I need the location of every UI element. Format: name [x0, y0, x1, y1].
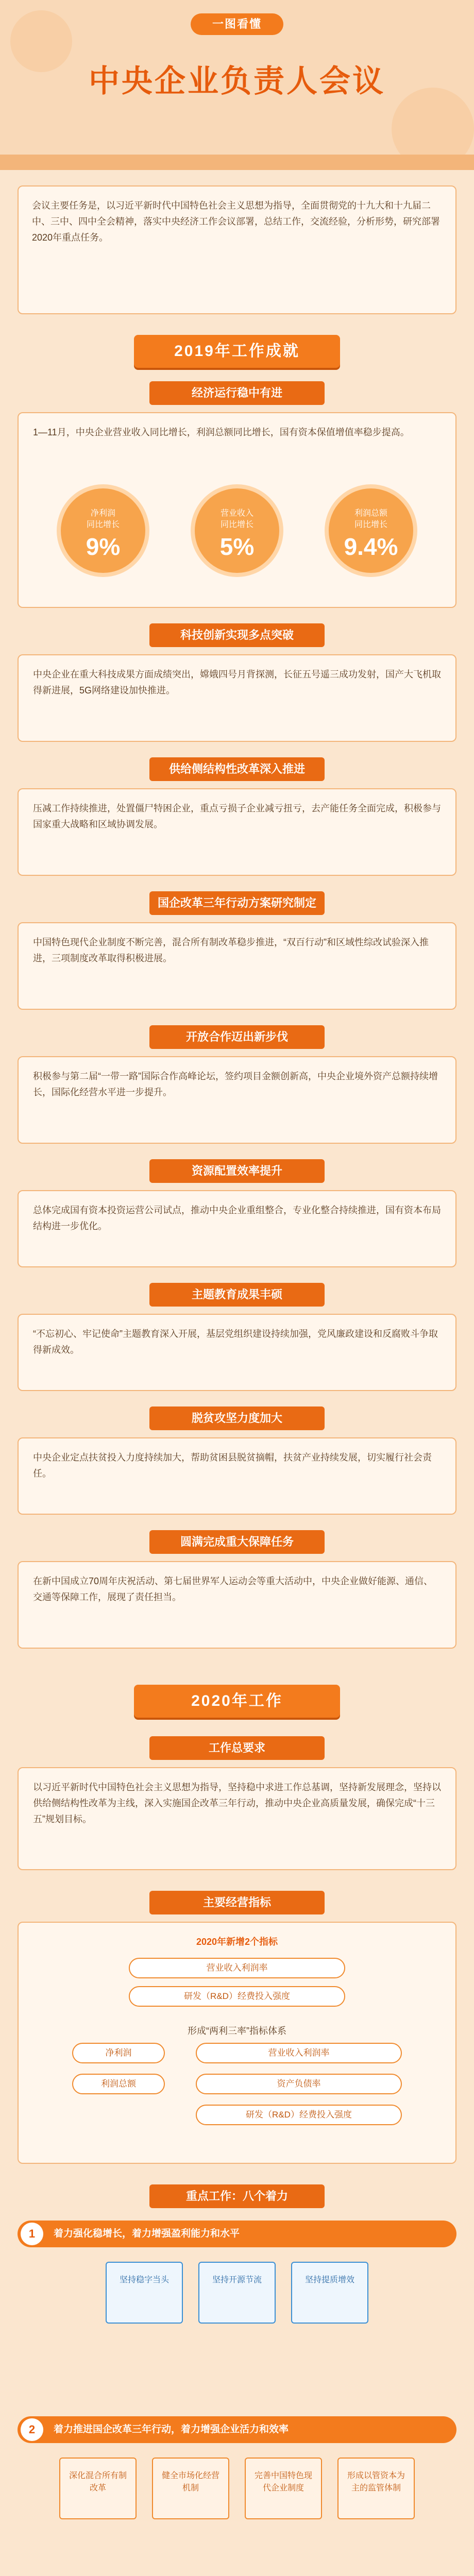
open-text: 积极参与第二届“一带一路”国际合作高峰论坛，签约项目金额创新高，中央企业境外资产总额持续增长，国际化经营水平进一步提升。	[33, 1071, 438, 1097]
innovation-text: 中央企业在重大科技成果方面成绩突出，嫦娥四号月背探测，长征五号遥三成功发射，国产大飞机取得新进展，5G网络建设加快推进。	[33, 669, 441, 696]
task-item-box: 坚持稳字当头	[106, 2262, 183, 2324]
supply-panel	[18, 788, 456, 876]
open-panel	[18, 1056, 456, 1144]
allocation-text: 总体完成国有资本投资运营公司试点，推动中央企业重组整合，专业化整合持续推进，国有资本布局结构进一步优化。	[33, 1205, 441, 1231]
intro-text: 会议主要任务是，以习近平新时代中国特色社会主义思想为指导，全面贯彻党的十九大和十九届二中、三中、四中全会精神，落实中央经济工作会议部署，总结工作，交流经验，分析形势，研究部署2020年重点任务。	[18, 185, 456, 314]
requirement-panel	[18, 1767, 456, 1870]
task-header	[18, 2416, 456, 2443]
stat-label: 营业收入 同比增长	[220, 509, 253, 529]
section-2020-sub2: 主要经营指标	[149, 1891, 325, 1914]
guarantee-panel	[18, 1561, 456, 1649]
innovation-panel	[18, 654, 456, 742]
poverty-panel	[18, 1437, 456, 1515]
education-panel	[18, 1314, 456, 1391]
requirement-text: 以习近平新时代中国特色社会主义思想为指导，坚持稳中求进工作总基调，坚持新发展理念，坚持以供给侧结构性改革为主线，深入实施国企改革三年行动，推动中央企业高质量发展，确保完成“十三五”规划目标。	[33, 1782, 441, 1824]
reform-text: 中国特色现代企业制度不断完善，混合所有制改革稳步推进，“双百行动”和区域性综改试验深入推进，三项制度改革取得积极进展。	[33, 937, 429, 963]
education-text: “不忘初心、牢记使命”主题教育深入开展，基层党组织建设持续加强，党风廉政建设和反腐败斗争取得新成效。	[33, 1329, 438, 1355]
section-2019-sub3: 供给侧结构性改革深入推进	[149, 757, 325, 781]
section-2019-sub5: 开放合作迈出新步伐	[149, 1025, 325, 1049]
section-2020-sub1: 工作总要求	[149, 1736, 325, 1760]
task-item-box: 健全市场化经营机制	[152, 2458, 229, 2519]
task-title: 着力推进国企改革三年行动，着力增强企业活力和效率	[54, 2424, 289, 2435]
section-2019-sub1: 经济运行稳中有进	[149, 381, 325, 405]
stat-circle	[191, 484, 283, 577]
stat-value: 9%	[86, 533, 121, 560]
indicator-item: 利润总额	[72, 2074, 165, 2094]
task-item-box: 坚持开源节流	[198, 2262, 276, 2324]
indicator-note: 形成“两利三率”指标体系	[188, 2026, 286, 2036]
section-2019-sub2: 科技创新实现多点突破	[149, 623, 325, 647]
stat-label: 净利润 同比增长	[86, 509, 120, 529]
reform-panel	[18, 922, 456, 1010]
section-2019-sub4: 国企改革三年行动方案研究制定	[149, 891, 325, 915]
hero-tag: 一图看懂	[191, 13, 283, 35]
section-2019-sub7: 主题教育成果丰硕	[149, 1283, 325, 1307]
indicator-new: 营业收入利润率	[129, 1958, 345, 1978]
section-2019-sub9: 圆满完成重大保障任务	[149, 1530, 325, 1554]
stat-value: 9.4%	[344, 533, 398, 560]
task-item-box: 深化混合所有制改革	[59, 2458, 137, 2519]
poverty-text: 中央企业定点扶贫投入力度持续加大，帮助贫困县脱贫摘帽，扶贫产业持续发展，切实履行社会责任。	[33, 1452, 432, 1479]
task-number: 2	[21, 2418, 43, 2441]
indicator-item: 净利润	[72, 2043, 165, 2063]
indicator-intro: 2020年新增2个指标	[196, 1937, 278, 1947]
guarantee-text: 在新中国成立70周年庆祝活动、第七届世界军人运动会等重大活动中，中央企业做好能源、通信、交通等保障工作，展现了责任担当。	[33, 1576, 433, 1602]
allocation-panel	[18, 1190, 456, 1267]
section-2020-banner: 2020年工作	[134, 1685, 340, 1718]
stat-value: 5%	[219, 533, 255, 560]
task-item-box: 完善中国特色现代企业制度	[245, 2458, 322, 2519]
indicator-item: 资产负债率	[196, 2074, 402, 2094]
section-2019-banner: 2019年工作成就	[134, 335, 340, 368]
stat-circle	[325, 484, 417, 577]
indicator-item: 研发（R&D）经费投入强度	[196, 2105, 402, 2125]
task-title: 着力强化稳增长，着力增强盈利能力和水平	[54, 2228, 240, 2239]
stat-label: 利润总额 同比增长	[354, 509, 387, 529]
page-title: 中央企业负责人会议	[89, 64, 385, 98]
task-item-box: 坚持提质增效	[291, 2262, 368, 2324]
hero-header	[0, 0, 474, 170]
supply-text: 压减工作持续推进，处置僵尸特困企业，重点亏损子企业减亏扭亏，去产能任务全面完成，积极参与国家重大战略和区域协调发展。	[33, 803, 441, 829]
indicator-new: 研发（R&D）经费投入强度	[129, 1986, 345, 2007]
task-number: 1	[21, 2223, 43, 2245]
indicator-item: 营业收入利润率	[196, 2043, 402, 2063]
task-item-box: 形成以管资本为主的监管体制	[337, 2458, 415, 2519]
task-header	[18, 2221, 456, 2247]
section-2019-sub6: 资源配置效率提升	[149, 1159, 325, 1183]
economy-text: 1—11月，中央企业营业收入同比增长，利润总额同比增长，国有资本保值增值率稳步提高。	[33, 427, 410, 437]
section-2019-sub8: 脱贫攻坚力度加大	[149, 1406, 325, 1430]
section-2020-sub3: 重点工作：八个着力	[149, 2184, 325, 2208]
stat-circle	[57, 484, 149, 577]
